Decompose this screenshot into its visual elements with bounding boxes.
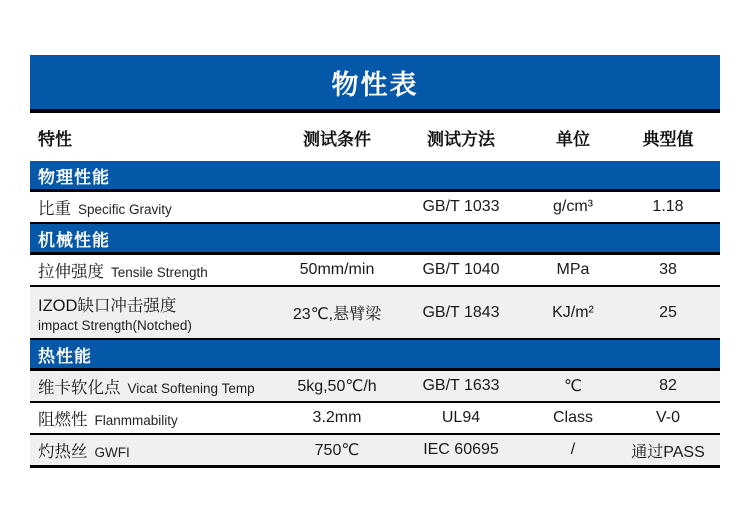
property-name-cn: 比重 — [38, 200, 71, 218]
typical-value: V-0 — [655, 409, 680, 426]
material-properties-table — [30, 55, 720, 468]
property-name-en: Vicat Softening Temp — [127, 381, 255, 396]
typical-value: 38 — [659, 261, 677, 278]
test-condition-value: 50mm/min — [299, 261, 375, 278]
typical-value: 82 — [659, 377, 677, 394]
col-header-typical-value: 典型值 — [642, 129, 694, 149]
table-row-tensile-strength — [30, 255, 720, 287]
section-header-thermal-properties — [30, 340, 720, 371]
section-header-mechanical-properties — [30, 224, 720, 255]
test-condition-value: 750℃ — [314, 442, 360, 459]
table-row-izod-impact-strength — [30, 287, 720, 340]
unit-value: Class — [552, 409, 593, 426]
table-title-bar — [30, 55, 720, 113]
typical-value: 通过PASS — [631, 443, 705, 461]
property-name-en: impact Strength(Notched) — [38, 318, 192, 333]
property-name-cn: 灼热丝 — [38, 443, 88, 461]
unit-value: MPa — [556, 261, 590, 278]
property-name-en: GWFI — [94, 445, 130, 460]
section-label: 机械性能 — [38, 230, 110, 250]
unit-value: KJ/m² — [552, 303, 594, 321]
table-title: 物性表 — [331, 69, 419, 100]
property-name-cell — [30, 195, 282, 219]
property-name-cell — [30, 258, 282, 282]
property-name-cell — [30, 406, 282, 430]
property-name-cn: 阻燃性 — [38, 411, 88, 429]
test-condition-value: 3.2mm — [312, 409, 362, 426]
table-row-flammability — [30, 403, 720, 435]
col-header-unit: 单位 — [556, 129, 590, 149]
unit-value: g/cm³ — [553, 198, 593, 215]
section-label: 物理性能 — [38, 167, 110, 187]
table-header-row — [30, 113, 720, 161]
test-method-value: GB/T 1633 — [422, 377, 500, 394]
col-header-test-condition: 测试条件 — [303, 129, 371, 149]
property-name-cn: IZOD缺口冲击强度 — [38, 297, 177, 315]
table-row-specific-gravity — [30, 192, 720, 224]
test-method-value: GB/T 1040 — [422, 261, 500, 278]
property-name-en: Tensile Strength — [111, 265, 208, 280]
property-name-cell — [30, 438, 282, 462]
table-row-vicat-softening-temp — [30, 371, 720, 403]
test-condition-value: 23℃,悬臂梁 — [292, 306, 382, 323]
section-header-physical-properties — [30, 161, 720, 192]
unit-value: ℃ — [564, 378, 582, 395]
property-name-cell — [30, 374, 282, 398]
test-method-value: GB/T 1033 — [422, 198, 500, 215]
test-method-value: UL94 — [441, 409, 481, 426]
test-condition-value: 5kg,50℃/h — [297, 378, 377, 395]
typical-value: 1.18 — [652, 198, 684, 215]
col-header-property: 特性 — [38, 129, 72, 149]
unit-value: / — [570, 441, 576, 458]
test-method-value: GB/T 1843 — [422, 303, 500, 321]
property-name-cell — [30, 287, 282, 338]
section-label: 热性能 — [38, 346, 92, 366]
typical-value: 25 — [659, 303, 677, 321]
test-method-value: IEC 60695 — [423, 441, 499, 458]
property-name-cn: 拉伸强度 — [38, 263, 104, 281]
col-header-test-method: 测试方法 — [427, 129, 495, 149]
property-name-en: Flanmmability — [94, 413, 178, 428]
table-row-glow-wire-gwfi — [30, 435, 720, 468]
property-name-cn: 维卡软化点 — [38, 379, 121, 397]
property-name-en: Specific Gravity — [78, 202, 172, 217]
